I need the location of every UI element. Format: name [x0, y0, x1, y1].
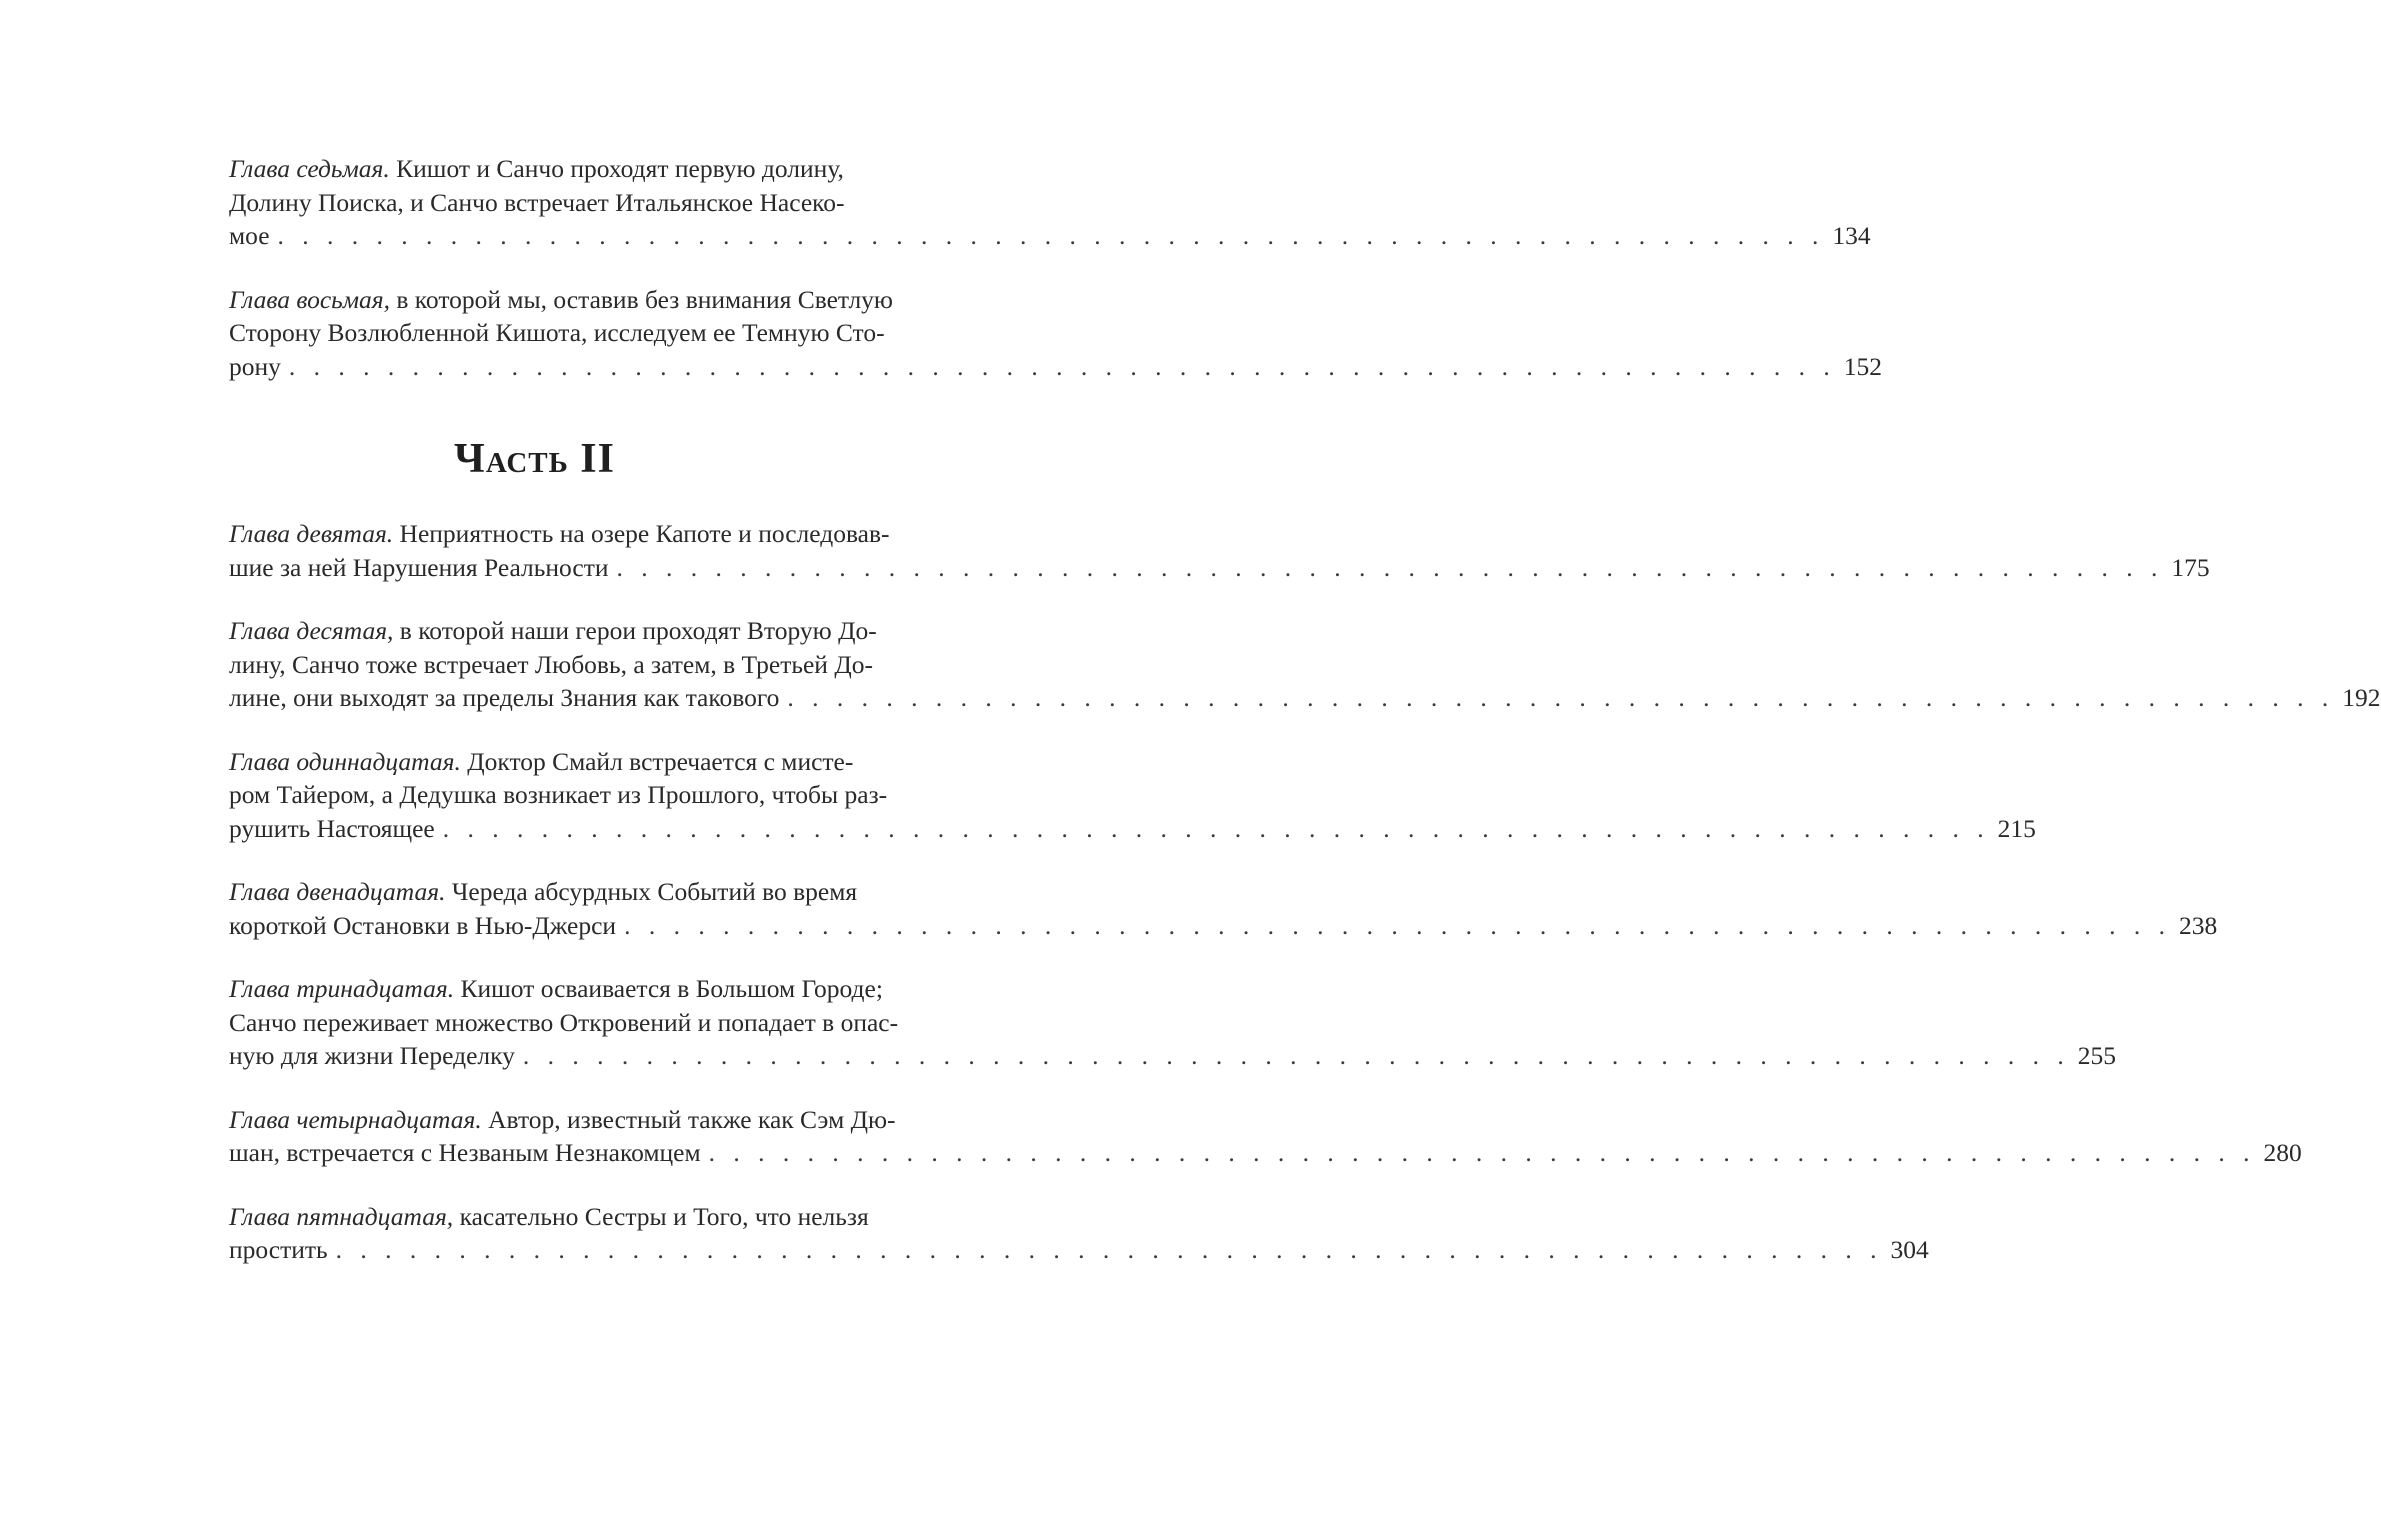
toc-entry — [229, 1200, 1929, 1267]
toc-entry — [229, 614, 2381, 715]
chapter-label: Глава тринадцатая. — [229, 974, 455, 1003]
dot-leader: . . . . . . . . . . . . . . . . . . . . . . . . . . . . . . . . . . . . . . . . . . . . . . . . . . . . . . . . . . . . . . . — [335, 1235, 1883, 1264]
chapter-label: Глава восьмая, — [229, 284, 391, 314]
toc-entry — [229, 745, 2036, 846]
entry-text: касательно Сестры и Того, что нельзя — [459, 1201, 869, 1231]
page-number: 255 — [2077, 1041, 2117, 1070]
page-number: 280 — [2263, 1138, 2302, 1167]
entry-text: рушить Настоящее — [229, 813, 435, 843]
page-number: 152 — [1843, 351, 1883, 381]
toc-entry — [229, 283, 1883, 384]
chapter-label: Глава одиннадцатая. — [229, 746, 461, 776]
entry-text: мое — [229, 221, 270, 250]
dot-leader: . . . . . . . . . . . . . . . . . . . . . . . . . . . . . . . . . . . . . . . . . . . . . . . . . . . . . . . . . . . . . . . — [522, 1041, 2070, 1070]
page-number: 134 — [1832, 221, 1871, 250]
page-number: 215 — [1997, 813, 2036, 843]
toc-entry — [229, 875, 2218, 942]
entry-text: Кишот осваивается в Большом Городе; — [460, 974, 883, 1003]
entry-last-line — [229, 1233, 1929, 1267]
toc-entry — [229, 1103, 2302, 1170]
entry-text: Автор, известный также как Сэм Дю- — [488, 1104, 896, 1134]
entry-text: шие за ней Нарушения Реальности — [229, 552, 609, 582]
entry-line: Санчо переживает множество Откровений и попадает в опас- — [229, 1007, 899, 1037]
dot-leader: . . . . . . . . . . . . . . . . . . . . . . . . . . . . . . . . . . . . . . . . . . . . . . . . . . . . . . . . . . . . . . . — [277, 221, 1825, 250]
entry-last-line — [229, 812, 2036, 846]
entry-last-line — [229, 219, 1871, 253]
chapter-label: Глава четырнадцатая. — [229, 1104, 482, 1134]
page-number: 304 — [1890, 1235, 1929, 1264]
toc-page — [229, 152, 2381, 1267]
dot-leader: . . . . . . . . . . . . . . . . . . . . . . . . . . . . . . . . . . . . . . . . . . . . . . . . . . . . . . . . . . . . . . . — [708, 1138, 2256, 1167]
chapter-label: Глава девятая. — [229, 519, 394, 548]
entry-line — [229, 517, 890, 551]
chapter-label: Глава пятнадцатая, — [229, 1201, 454, 1231]
entry-line — [229, 745, 854, 779]
entry-line — [229, 972, 883, 1006]
entry-text: Неприятность на озере Капоте и последовав- — [399, 519, 890, 548]
toc-entry — [229, 972, 2117, 1073]
entry-text: в которой наши герои проходят Вторую До- — [399, 616, 877, 645]
entry-line: ром Тайером, а Дедушка возникает из Прошлого, чтобы раз- — [229, 780, 888, 809]
entry-text: простить — [229, 1235, 328, 1264]
entry-line — [229, 875, 858, 909]
dot-leader: . . . . . . . . . . . . . . . . . . . . . . . . . . . . . . . . . . . . . . . . . . . . . . . . . . . . . . . . . . . . . . . — [787, 683, 2335, 712]
entry-line — [229, 152, 844, 186]
entry-last-line — [229, 909, 2218, 943]
page-number: 192 — [2342, 683, 2381, 712]
entry-last-line — [229, 350, 1883, 384]
entry-line: Сторону Возлюбленной Кишота, исследуем ее Темную Сто- — [229, 318, 885, 347]
dot-leader: . . . . . . . . . . . . . . . . . . . . . . . . . . . . . . . . . . . . . . . . . . . . . . . . . . . . . . . . . . . . . . . — [624, 910, 2171, 940]
entry-text: в которой мы, оставив без внимания Светлую — [396, 284, 893, 314]
entry-text: Кишот и Санчо проходят первую долину, — [396, 154, 844, 183]
page-number: 238 — [2178, 910, 2218, 940]
entry-last-line — [229, 1039, 2117, 1073]
dot-leader: . . . . . . . . . . . . . . . . . . . . . . . . . . . . . . . . . . . . . . . . . . . . . . . . . . . . . . . . . . . . . . . — [442, 813, 1990, 843]
dot-leader: . . . . . . . . . . . . . . . . . . . . . . . . . . . . . . . . . . . . . . . . . . . . . . . . . . . . . . . . . . . . . . . — [288, 351, 1836, 381]
page-number: 175 — [2171, 552, 2210, 582]
entry-line — [229, 1103, 896, 1137]
entry-last-line — [229, 1136, 2302, 1170]
entry-line — [229, 614, 877, 648]
entry-text: короткой Остановки в Нью-Джерси — [229, 910, 617, 940]
entry-text: шан, встречается с Незваным Незнакомцем — [229, 1138, 701, 1167]
toc-entry — [229, 152, 1871, 253]
chapter-label: Глава десятая, — [229, 616, 394, 645]
entry-text: Череда абсурдных Событий во время — [451, 877, 858, 906]
toc-entry — [229, 517, 2210, 584]
entry-line: Долину Поиска, и Санчо встречает Итальянское Насеко- — [229, 187, 845, 217]
entry-line — [229, 283, 893, 317]
chapter-label: Глава седьмая. — [229, 154, 390, 183]
part-title: Часть II — [454, 436, 615, 482]
entry-text: рону — [229, 351, 281, 381]
entry-last-line — [229, 681, 2381, 715]
entry-line — [229, 1200, 869, 1234]
chapter-label: Глава двенадцатая. — [229, 877, 446, 906]
entry-text: Доктор Смайл встречается с мисте- — [467, 746, 854, 776]
entry-text: лине, они выходят за пределы Знания как такового — [229, 683, 780, 712]
entry-line: лину, Санчо тоже встречает Любовь, а затем, в Третьей До- — [229, 649, 873, 679]
dot-leader: . . . . . . . . . . . . . . . . . . . . . . . . . . . . . . . . . . . . . . . . . . . . . . . . . . . . . . . . . . . . . . . — [616, 552, 2164, 582]
entry-last-line — [229, 551, 2210, 585]
entry-text: ную для жизни Переделку — [229, 1041, 515, 1070]
